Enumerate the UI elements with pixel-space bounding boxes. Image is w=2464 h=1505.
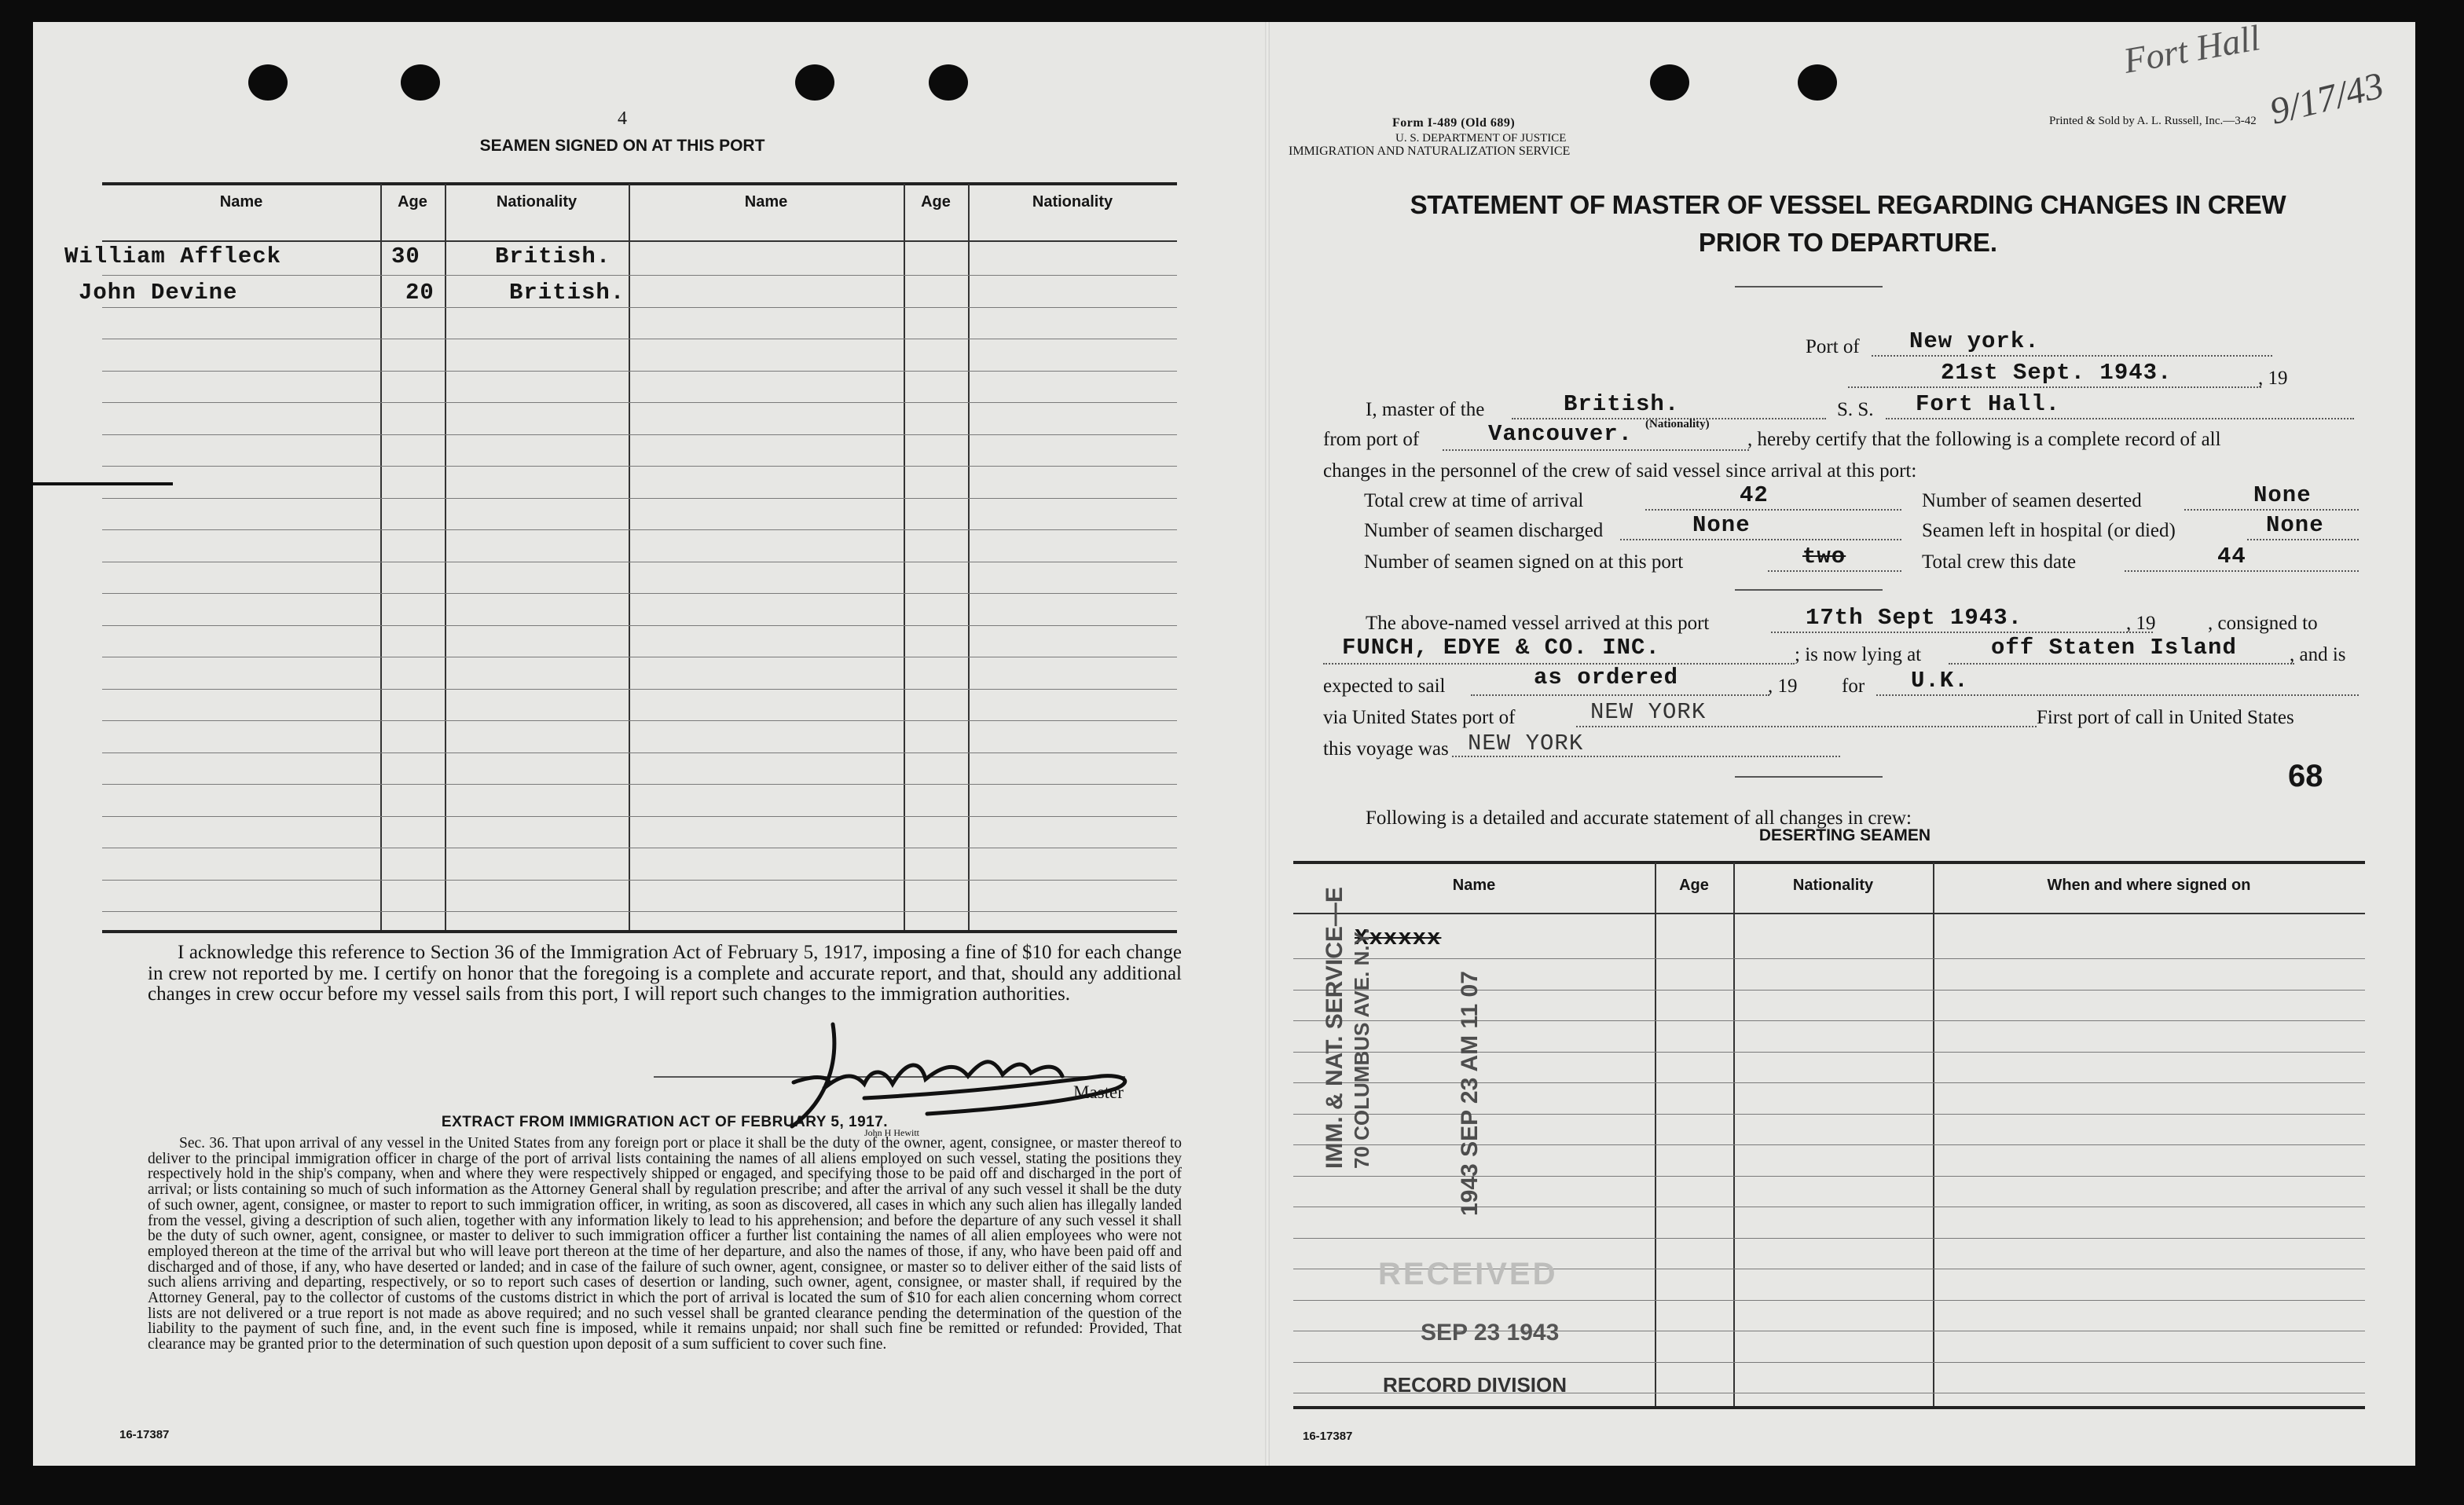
total-crew-arrival-label: Total crew at time of arrival — [1364, 490, 1584, 511]
seaman-name: William Affleck — [64, 244, 282, 269]
certify-text: , hereby certify that the following is a complete record of all — [1747, 429, 2221, 450]
deserted-value: None — [2253, 482, 2312, 508]
from-port-value: Vancouver. — [1488, 421, 1634, 447]
left-edge-mark — [33, 482, 173, 485]
table-row-line — [102, 434, 1177, 435]
changes-text: changes in the personnel of the crew of said vessel since arrival at this port: — [1323, 460, 1917, 482]
page-fold — [1265, 22, 1270, 1466]
deserting-table-top — [1293, 861, 2365, 864]
hospital-label: Seamen left in hospital (or died) — [1922, 520, 2176, 541]
sail-field-line — [1471, 694, 1769, 696]
table-row-line — [102, 911, 1177, 912]
table-bottom-rule — [102, 930, 1177, 933]
following-text: Following is a detailed and accurate statement of all changes in crew: — [1366, 807, 1912, 829]
table-row-line — [102, 880, 1177, 881]
column-divider — [1733, 862, 1735, 1406]
column-divider — [968, 184, 970, 930]
acknowledgement-text: I acknowledge this reference to Section 36 of the Immigration Act of February 5, 1917, imposing a fine of $10 for each change in crew not reported by me. I certify on honor that the foregoing is a complete and accurate report, and that, should any additional changes in crew occur before my vessel sails from this port, I will report such changes to the immigration authorities. — [148, 942, 1182, 1005]
extract-text: Sec. 36. That upon arrival of any vessel in the United States from any foreign port or place it shall be the duty of the owner, agent, consignee, or master thereof to deliver to the principal immigration officer in charge of the port of arrival lists containing the names of all aliens employed on such vessel, stating the positions they respectively hold in the ship's company, when and where they were respectively shipped or engaged, and specifying those to be paid off and discharged in the port of arrival; or lists containing so much of such information as the Attorney General shall by regulation prescribe; and after the arrival of any such vessel it shall be the duty of such owner, agent, consignee, or master to report to such immigration officer, in writing, as soon as discovered, all cases in which any such alien has illegally landed from the vessel, giving a description of such alien, together with any information likely to lead to his apprehension; and before the departure of any such vessel it shall be the duty of such owner, agent, consignee, or master to deliver to such immigration officer a further list containing the names of all alien employees who were not employed thereon at the time of the arrival but who will leave port thereon at the time of her departure, and also the names of those, if any, who have been paid off and discharged and of those, if any, who have deserted or landed; and in case of the failure of such owner, agent, consignee, or master so to deliver either of the said lists of such aliens arriving and departing, respectively, or so to report such cases of desertion or landing, such owner, agent, consignee, or master shall, if required by the Attorney General, pay to the collector of customs of the customs district in which the port of arrival is located the sum of $10 for each alien concerning whom correct lists are not delivered or a true report is not made as above required; and no such vessel shall be granted clearance pending the determination of the question of the liability to the payment of such fine, and, in the event such fine is imposed, while it remains unpaid; nor shall such fine be remitted or refunded: Provided, That clearance may be granted prior to the determination of such question upon deposit of a sum sufficient to cover such fine. — [148, 1135, 1182, 1353]
hospital-value: None — [2266, 512, 2324, 538]
lying-value: off Staten Island — [1991, 635, 2237, 661]
vessel-nationality: British. — [1564, 391, 1680, 417]
ss-label: S. S. — [1837, 399, 1874, 420]
record-division-stamp: RECORD DIVISION — [1383, 1373, 1568, 1397]
destination-field-line — [1876, 694, 2359, 696]
signed-on-title: SEAMEN SIGNED ON AT THIS PORT — [479, 137, 765, 155]
handwritten-note: Fort Hall — [2120, 17, 2264, 81]
table-row-line — [1293, 958, 2365, 959]
voyage-label: this voyage was — [1323, 738, 1449, 760]
struck-entry: Xxxxxx — [1355, 925, 1442, 951]
col-name-2: Name — [744, 193, 788, 211]
service-stamp-address: 70 COLUMBUS AVE. N.Y. — [1350, 928, 1373, 1169]
punch-hole — [1798, 64, 1837, 101]
master-label: Master — [1073, 1082, 1124, 1102]
seaman-name: John Devine — [79, 280, 238, 306]
table-row-line — [102, 402, 1177, 403]
punch-hole — [1650, 64, 1689, 101]
for-label: for — [1842, 676, 1865, 697]
col-nationality: Nationality — [496, 193, 578, 211]
count-field-line — [1620, 539, 1901, 540]
via-value: NEW YORK — [1590, 699, 1707, 725]
table-row-line — [1293, 1300, 2365, 1301]
date-field-line — [1848, 386, 2261, 388]
and-is-text: , and is — [2290, 644, 2346, 665]
col-nationality-2: Nationality — [1032, 193, 1113, 211]
count-field-line — [1645, 509, 1901, 511]
table-row-line — [1293, 1114, 2365, 1115]
port-label: Port of — [1806, 336, 1860, 357]
port-value: New york. — [1909, 328, 2040, 354]
total-crew-arrival-value: 42 — [1740, 482, 1769, 508]
consignee-value: FUNCH, EDYE & CO. INC. — [1342, 635, 1660, 661]
service-stamp: IMM. & NAT. SERVICE—E — [1322, 887, 1348, 1169]
page-number: 4 — [618, 108, 627, 129]
table-row-line — [1293, 1020, 2365, 1021]
signed-on-value: two — [1802, 544, 1846, 569]
signed-on-label: Number of seamen signed on at this port — [1364, 551, 1684, 573]
deserting-title: DESERTING SEAMEN — [1758, 826, 1931, 844]
lying-field-line — [1949, 663, 2294, 665]
ship-name: Fort Hall. — [1916, 391, 2061, 417]
col-age: Age — [398, 193, 427, 211]
col-name: Name — [219, 193, 263, 211]
deserting-table-bottom — [1293, 1406, 2365, 1409]
master-of-label: I, master of the — [1366, 399, 1485, 420]
punch-hole — [248, 64, 288, 101]
date-value: 21st Sept. 1943. — [1941, 360, 2172, 386]
table-row-line — [1293, 1052, 2365, 1053]
col-nationality: Nationality — [1792, 877, 1874, 894]
consigned-label: , consigned to — [2208, 613, 2318, 634]
service-stamp-datetime: 1943 SEP 23 AM 11 07 — [1457, 971, 1483, 1216]
table-row-line — [102, 529, 1177, 530]
discharged-label: Number of seamen discharged — [1364, 520, 1604, 541]
count-field-line — [2184, 509, 2359, 511]
table-header-rule — [102, 240, 1177, 242]
sail-value: as ordered — [1534, 665, 1679, 690]
col-age: Age — [1679, 877, 1709, 894]
column-divider — [445, 184, 446, 930]
table-row-line — [1293, 1082, 2365, 1083]
seaman-nationality: British. — [495, 244, 611, 269]
table-top-rule — [102, 182, 1177, 185]
table-row-line — [102, 625, 1177, 626]
seaman-age: 30 — [391, 244, 420, 269]
received-stamp: RECEIVED — [1378, 1257, 1558, 1291]
section-divider — [1735, 589, 1883, 591]
form-title: STATEMENT OF MASTER OF VESSEL REGARDING CHANGES IN CREW — [1410, 190, 2286, 219]
handwritten-date: 9/17/43 — [2265, 64, 2388, 133]
table-row-line — [1293, 1238, 2365, 1239]
table-row-line — [102, 275, 1177, 276]
table-row-line — [1293, 1176, 2365, 1177]
first-port-label: First port of call in United States — [2037, 707, 2294, 728]
service-name: IMMIGRATION AND NATURALIZATION SERVICE — [1289, 145, 1571, 158]
deserting-table-header-rule — [1293, 913, 2365, 914]
col-name: Name — [1452, 877, 1496, 894]
section-divider — [1735, 776, 1883, 778]
form-code-left: 16-17387 — [119, 1428, 170, 1441]
column-divider — [629, 184, 630, 930]
from-port-field-line — [1443, 449, 1749, 451]
received-date-stamp: SEP 23 1943 — [1421, 1320, 1560, 1346]
ship-field-line — [1886, 418, 2354, 419]
column-divider — [904, 184, 905, 930]
arrival-date: 17th Sept 1943. — [1806, 605, 2023, 631]
deserted-label: Number of seamen deserted — [1922, 490, 2142, 511]
table-row-line — [102, 816, 1177, 817]
column-divider — [1655, 862, 1656, 1406]
seaman-nationality: British. — [509, 280, 625, 306]
year-suffix: , 19 — [2258, 368, 2288, 389]
table-row-line — [102, 371, 1177, 372]
punch-hole — [929, 64, 968, 101]
number-stamp: 68 — [2288, 759, 2323, 793]
printer-credit: Printed & Sold by A. L. Russell, Inc.—3-42 — [2049, 115, 2257, 127]
via-field-line — [1576, 726, 2037, 727]
voyage-value: NEW YORK — [1468, 731, 1584, 756]
nationality-caption: (Nationality) — [1645, 418, 1710, 430]
sail-label: expected to sail — [1323, 676, 1446, 697]
total-crew-date-value: 44 — [2217, 544, 2246, 569]
extract-title: EXTRACT FROM IMMIGRATION ACT OF FEBRUARY 5, 1917. — [441, 1114, 889, 1130]
table-row-line — [102, 307, 1177, 308]
table-row-line — [102, 466, 1177, 467]
total-crew-date-label: Total crew this date — [1922, 551, 2077, 573]
table-row-line — [102, 593, 1177, 594]
column-divider — [380, 184, 382, 930]
col-age-2: Age — [921, 193, 951, 211]
count-field-line — [2125, 570, 2359, 572]
table-row-line — [102, 720, 1177, 721]
column-divider — [1933, 862, 1934, 1406]
via-label: via United States port of — [1323, 707, 1516, 728]
table-row-line — [1293, 1362, 2365, 1363]
table-row-line — [1293, 1144, 2365, 1145]
seaman-age: 20 — [405, 280, 434, 306]
arrival-field-line — [1771, 632, 2153, 633]
sail-year: , 19 — [1768, 676, 1798, 697]
col-when-where: When and where signed on — [2047, 877, 2251, 894]
count-field-line — [1768, 570, 1901, 572]
table-row-line — [102, 689, 1177, 690]
arrived-label: The above-named vessel arrived at this port — [1366, 613, 1710, 634]
form-subtitle: PRIOR TO DEPARTURE. — [1698, 228, 1998, 257]
destination-value: U.K. — [1911, 668, 1969, 694]
punch-hole — [795, 64, 834, 101]
document-sheet — [33, 17, 2415, 1466]
department: U. S. DEPARTMENT OF JUSTICE — [1395, 132, 1567, 145]
table-row-line — [102, 784, 1177, 785]
punch-hole — [401, 64, 440, 101]
table-row-line — [102, 752, 1177, 753]
arrival-year: , 19 — [2126, 613, 2156, 634]
table-row-line — [1293, 990, 2365, 991]
table-row-line — [102, 498, 1177, 499]
lying-label: ; is now lying at — [1795, 644, 1922, 665]
count-field-line — [2247, 539, 2359, 540]
port-field-line — [1872, 355, 2272, 357]
discharged-value: None — [1692, 512, 1751, 538]
signature-name: John H Hewitt — [864, 1127, 919, 1136]
from-port-label: from port of — [1323, 429, 1420, 450]
form-number: Form I-489 (Old 689) — [1392, 116, 1516, 130]
title-divider — [1735, 286, 1883, 287]
form-code-right: 16-17387 — [1303, 1430, 1353, 1443]
